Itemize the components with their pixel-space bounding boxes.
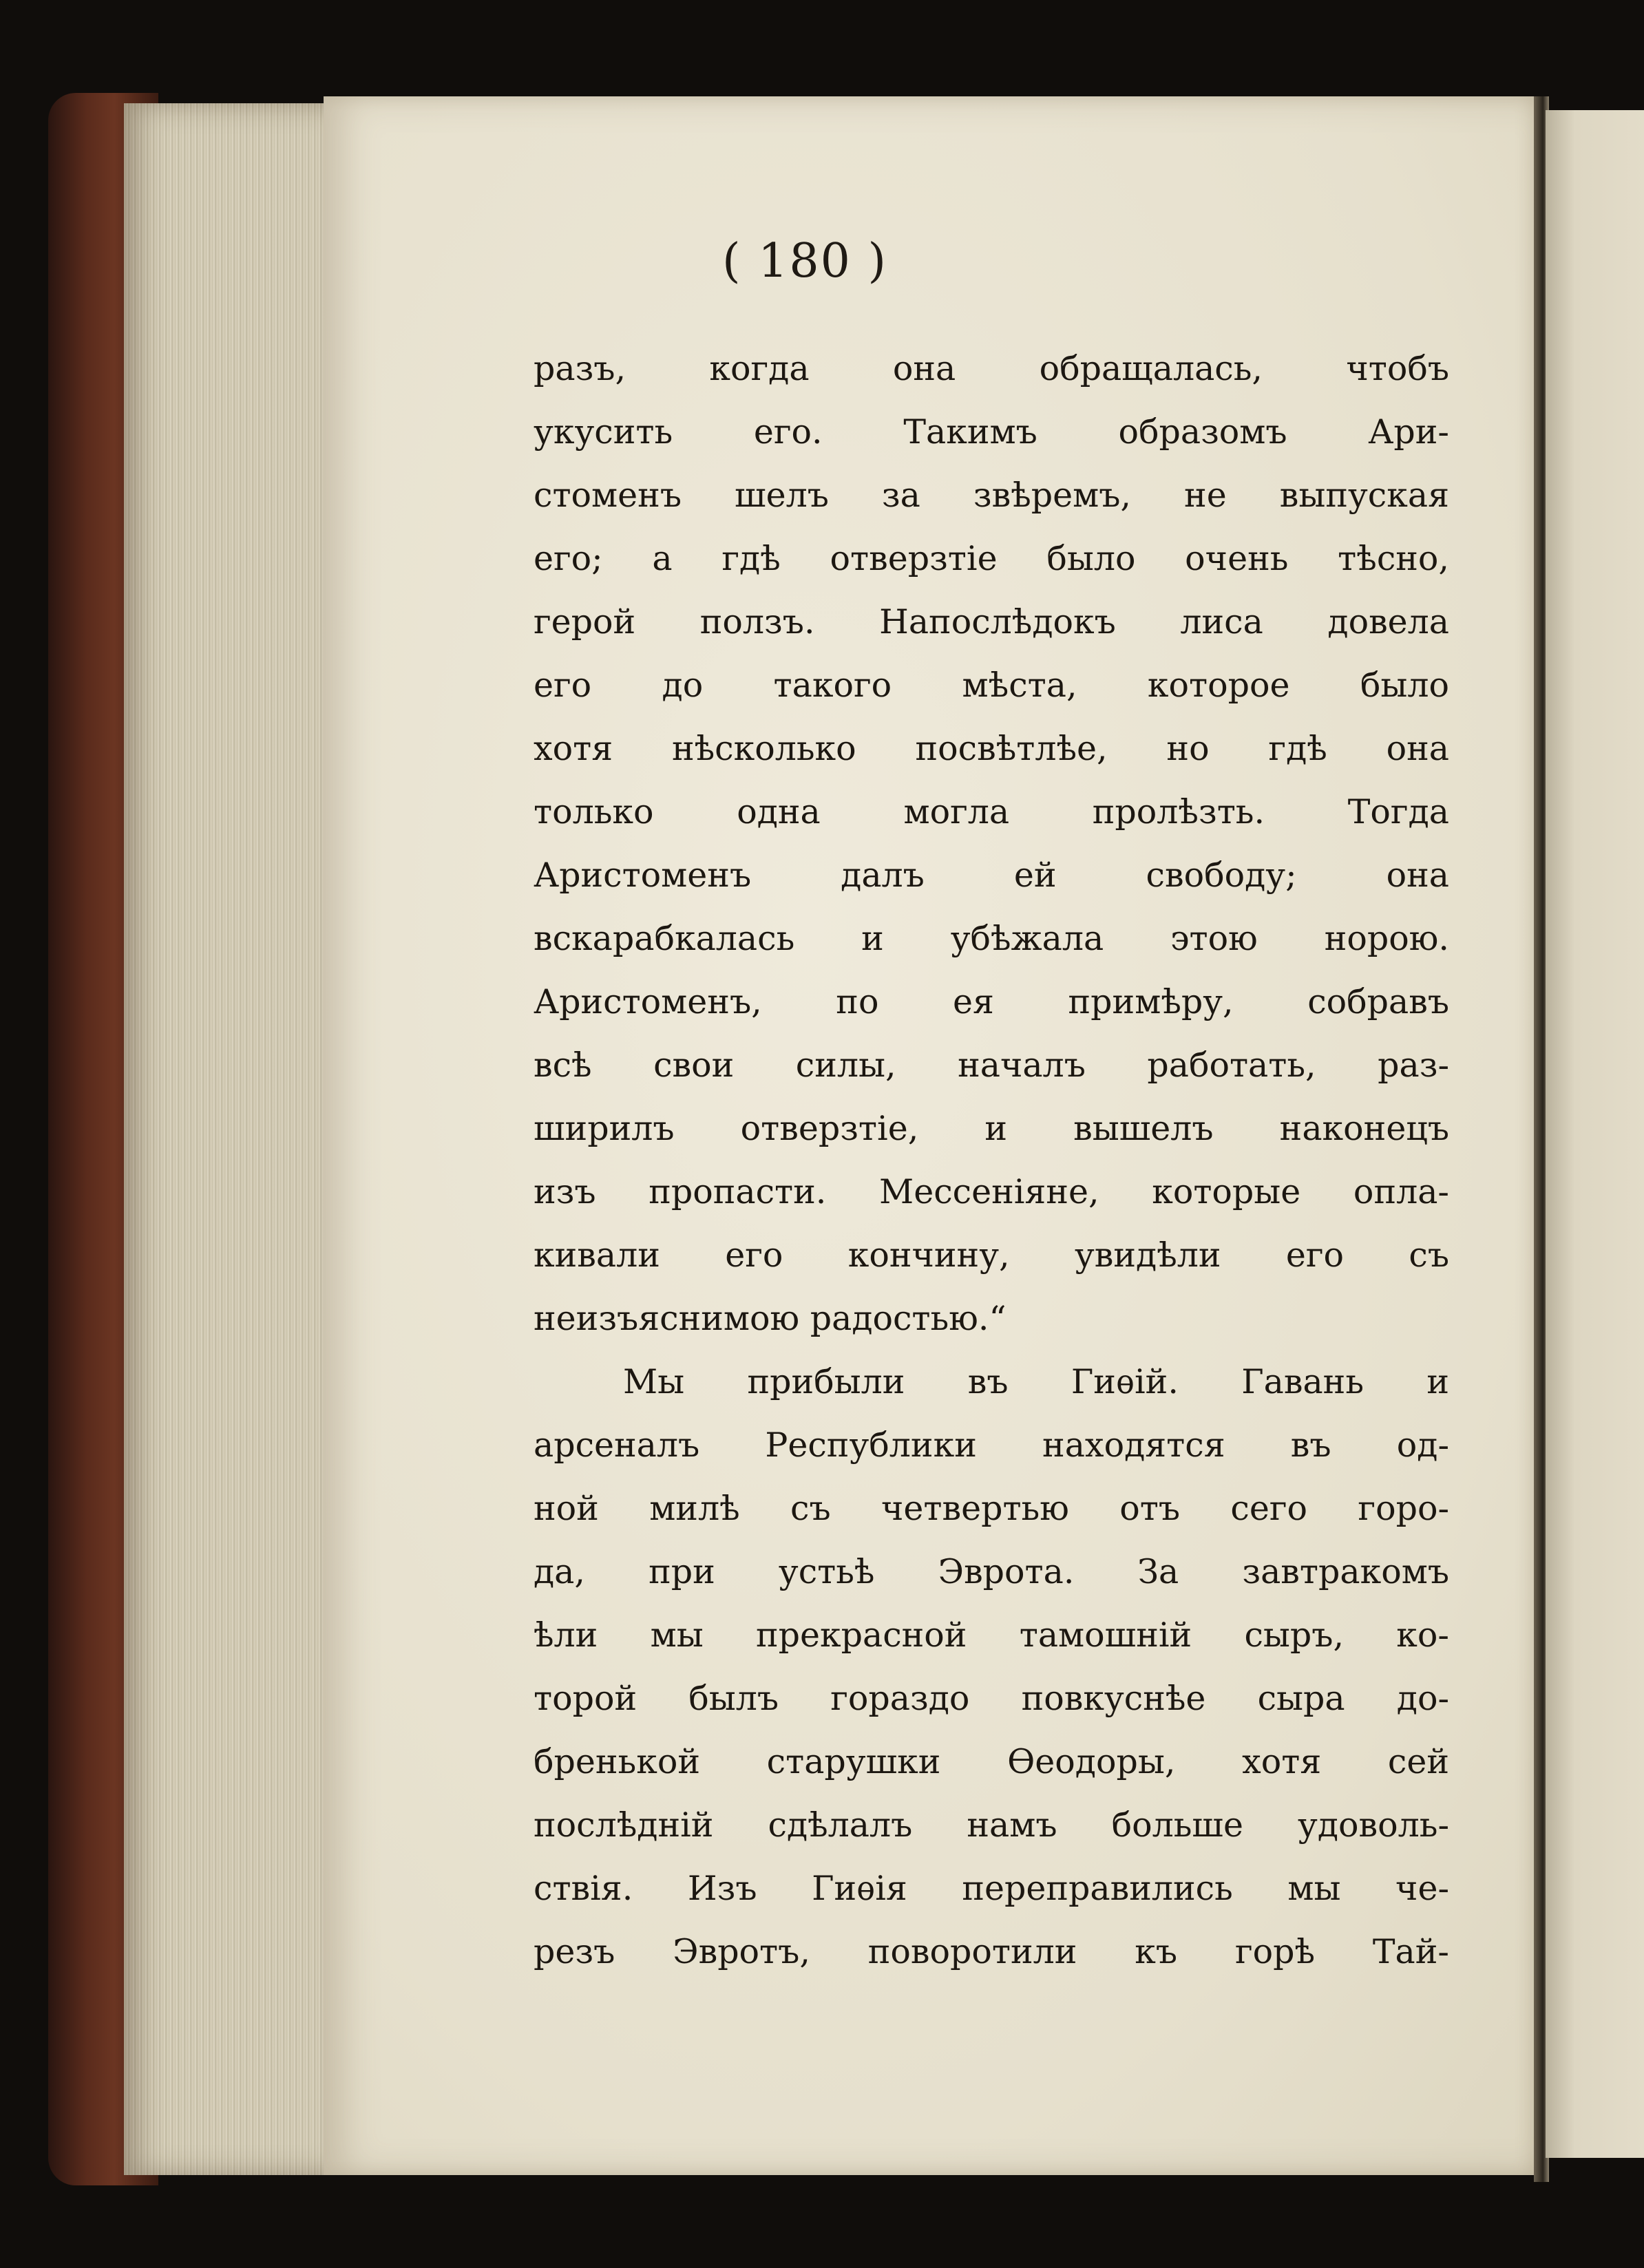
text-line: всѣ свои силы, началъ работать, раз-: [534, 1046, 1449, 1085]
text-line: кивали его кончину, увидѣли его съ: [534, 1236, 1449, 1275]
text-line: торой былъ гораздо повкуснѣе сыра до-: [534, 1679, 1449, 1718]
text-line: арсеналъ Республики находятся въ од-: [534, 1426, 1449, 1465]
text-line: послѣдній сдѣлалъ намъ больше удоволь-: [534, 1805, 1449, 1845]
page-number: ( 180 ): [721, 234, 888, 288]
text-line: ширилъ отверзтіе, и вышелъ наконецъ: [534, 1109, 1449, 1148]
text-line: хотя нѣсколько посвѣтлѣе, но гдѣ она: [534, 729, 1449, 768]
paragraph-end-line: неизъяснимою радостью.“: [534, 1299, 1007, 1338]
text-line: изъ пропасти. Мессеніяне, которые опла-: [534, 1172, 1449, 1211]
text-line: ѣли мы прекрасной тамошній сыръ, ко-: [534, 1615, 1449, 1655]
text-line: да, при устьѣ Эврота. За завтракомъ: [534, 1552, 1449, 1591]
text-line: бренькой старушки Ѳеодоры, хотя сей: [534, 1742, 1449, 1781]
page-stack-edges: [124, 103, 330, 2175]
text-line: Аристоменъ, по ея примѣру, собравъ: [534, 982, 1449, 1021]
text-line: разъ, когда она обращалась, чтобъ: [534, 349, 1449, 388]
text-line: только одна могла пролѣзть. Тогда: [534, 792, 1449, 831]
text-line: Аристоменъ далъ ей свободу; она: [534, 856, 1449, 895]
paragraph-start-line: Мы прибыли въ Гиѳій. Гавань и: [623, 1362, 1449, 1401]
text-line: стоменъ шелъ за звѣремъ, не выпуская: [534, 476, 1449, 515]
text-line: укусить его. Такимъ образомъ Ари-: [534, 412, 1449, 452]
page-body-text: [534, 337, 1449, 1984]
text-line: ной милѣ съ четвертью отъ сего горо-: [534, 1489, 1449, 1528]
text-line: герой ползъ. Напослѣдокъ лиса довела: [534, 602, 1449, 642]
facing-page-edge: [1546, 110, 1644, 2158]
text-line: ствія. Изъ Гиѳія переправились мы че-: [534, 1869, 1449, 1908]
text-line: его; а гдѣ отверзтіе было очень тѣсно,: [534, 539, 1449, 578]
text-line: его до такого мѣста, которое было: [534, 666, 1449, 705]
text-line: резъ Эвротъ, поворотили къ горѣ Тай-: [534, 1932, 1449, 1971]
text-line: вскарабкалась и убѣжала этою норою.: [534, 919, 1449, 958]
